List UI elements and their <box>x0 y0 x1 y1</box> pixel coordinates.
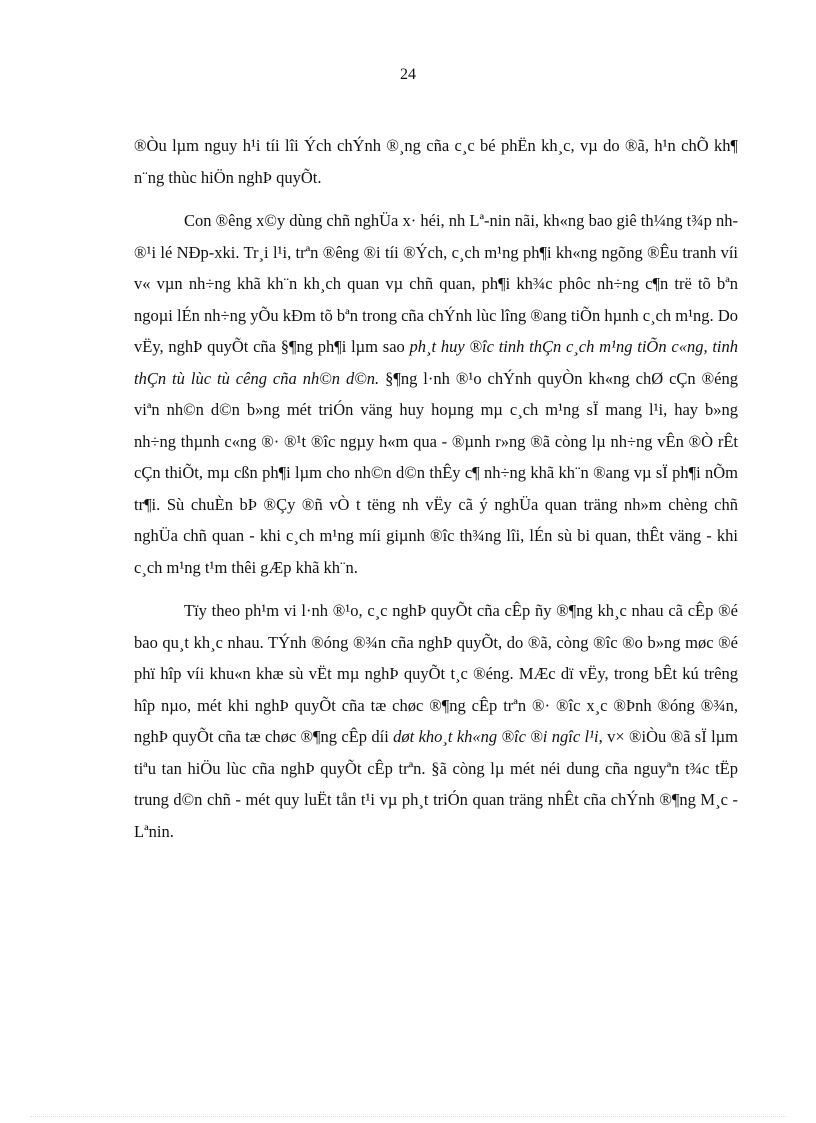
paragraph-3 <box>134 595 738 847</box>
page-bottom-rule <box>30 1116 786 1117</box>
paragraph-1 <box>134 130 738 193</box>
page-number: 24 <box>400 66 416 83</box>
paragraph-2-text-a: Con ®êng x©y dùng chñ nghÜa x· héi, nh Lª-nin nãi, kh«ng bao giê th¼ng t¾p nh ®¹i lé NÐp-xki. Tr¸i l¹i, trªn ®êng ®i tíi ®Ých, c¸ch m¹ng ph¶i kh«ng ngõng ®Êu tranh víi v« vµn nh÷ng khã kh¨n kh¸ch quan vµ chñ quan, ph¶i kh¾c phôc nh÷ng c¶n trë tõ bªn ngoµi lÉn nh÷ng yÕu kÐm tõ bªn trong cña chÝnh lùc lîng ®ang tiÕn hµnh c¸ch m¹ng. Do vËy, nghÞ quyÕt cña §¶ng ph¶i lµm sao <box>134 211 738 356</box>
paragraph-3-emphasis: døt kho¸t kh«ng ®îc ®i ngîc l¹i <box>393 727 599 746</box>
paragraph-2-text-b: §¶ng l·nh ®¹o chÝnh quyÒn kh«ng chØ cÇn ®éng viªn nh©n d©n b»ng mét triÓn väng huy hoµng mµ c¸ch m¹ng sÏ mang l¹i, hay b»ng nh÷ng thµnh c«ng ®· ®¹t ®îc ngµy h«m qua - ®µnh r»ng ®ã còng lµ nh÷ng vÊn ®Ò rÊt cÇn thiÕt, mµ cßn ph¶i lµm cho nh©n d©n thÊy c¶ nh÷ng khã kh¨n ®ang vµ sÏ ph¶i nÕm tr¶i. Sù chuÈn bÞ ®Çy ®ñ vÒ t tëng nh vËy cã ý nghÜa quan träng nh»m chèng chñ nghÜa chñ quan - khi c¸ch m¹ng míi giµnh ®îc th¾ng lîi, lÉn sù bi quan, thÊt väng - khi c¸ch m¹ng t¹m thêi gÆp khã kh¨n. <box>134 368 738 577</box>
paragraph-2 <box>134 205 738 583</box>
paragraph-3-text-b: , v× ®iÒu ®ã sÏ lµm tiªu tan hiÖu lùc cña nghÞ quyÕt cÊp trªn. §ã còng lµ mét néi dung cña nguyªn t¾c tËp trung d©n chñ - mét quy luËt tån t¹i vµ ph¸t triÓn quan träng nhÊt cña chÝnh ®¶ng M¸c - Lªnin. <box>134 727 738 841</box>
paragraph-1-text: ®Òu lµm nguy h¹i tíi lîi Ých chÝnh ®¸ng cña c¸c bé phËn kh¸c, vµ do ®ã, h¹n chÕ kh¶ n¨ng thùc hiÖn nghÞ quyÕt. <box>134 136 738 187</box>
paragraph-3-text-a: Tïy theo ph¹m vi l·nh ®¹o, c¸c nghÞ quyÕt cña cÊp ñy ®¶ng kh¸c nhau cã cÊp ®é bao qu¸t kh¸c nhau. TÝnh ®óng ®¾n cña nghÞ quyÕt, do ®ã, còng ®îc ®o b»ng møc ®é phï hîp víi khu«n khæ sù vËt mµ nghÞ quyÕt t¸c ®éng. MÆc dï vËy, trong bÊt kú trêng hîp nµo, mét khi nghÞ quyÕt cña tæ chøc ®¶ng cÊp trªn ®· ®îc x¸c ®Þnh ®óng ®¾n, nghÞ quyÕt cña tæ chøc ®¶ng cÊp díi <box>134 601 738 746</box>
paragraph-2-emphasis: ph¸t huy ®îc tinh thÇn c¸ch m¹ng tiÕn c«ng, tinh thÇn tù lùc tù cêng cña nh©n d©n. <box>134 337 738 388</box>
body-text <box>134 130 738 859</box>
